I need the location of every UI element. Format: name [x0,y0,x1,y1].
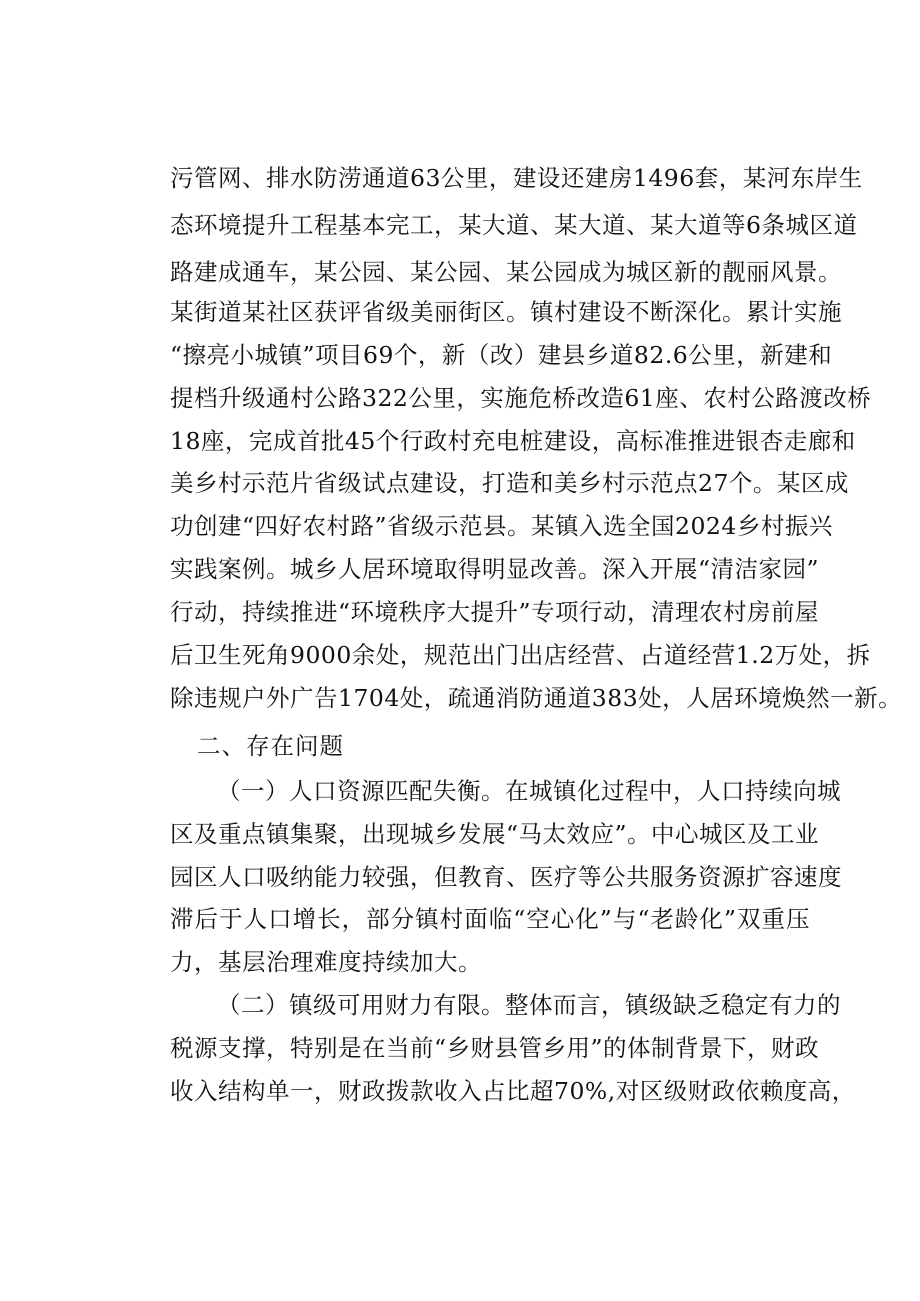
section-heading: 二、存在问题 [197,732,344,760]
paragraph-line: 18座，完成首批45个行政村充电桩建设，高标准推进银杏走廊和 [170,427,856,455]
paragraph-line: 滞后于人口增长，部分镇村面临“空心化”与“老龄化”双重压 [170,905,810,933]
paragraph-line: 某街道某社区获评省级美丽街区。镇村建设不断深化。累计实施 [170,298,842,326]
paragraph-line: 力，基层治理难度持续加大。 [170,948,482,976]
paragraph-line: “擦亮小城镇”项目69个，新（改）建县乡道82.6公里，新建和 [170,341,833,369]
paragraph-line: 收入结构单一，财政拨款收入占比超70%,对区级财政依赖度高， [170,1077,856,1105]
paragraph-line: 除违规户外广告1704处，疏通消防通道383处，人居环境焕然一新。 [170,684,903,712]
paragraph-line: 后卫生死角9000余处，规范出门出店经营、占道经营1.2万处，拆 [170,641,871,669]
paragraph-line: 提档升级通村公路322公里，实施危桥改造61座、农村公路渡改桥 [170,384,872,412]
paragraph-line: 功创建“四好农村路”省级示范县。某镇入选全国2024乡村振兴 [170,512,833,540]
paragraph-line: （二）镇级可用财力有限。整体而言，镇级缺乏稳定有力的 [217,991,841,1019]
paragraph-line: 行动，持续推进“环境秩序大提升”专项行动，清理农村房前屋 [170,598,820,626]
paragraph-line: 税源支撑，特别是在当前“乡财县管乡用”的体制背景下，财政 [170,1034,820,1062]
paragraph-line: 态环境提升工程基本完工，某大道、某大道、某大道等6条城区道 [170,211,858,239]
paragraph-line: 美乡村示范片省级试点建设，打造和美乡村示范点27个。某区成 [170,469,849,497]
paragraph-line: 路建成通车，某公园、某公园、某公园成为城区新的靓丽风景。 [170,258,842,286]
paragraph-line: 区及重点镇集聚，出现城乡发展“马太效应”。中心城区及工业 [170,820,820,848]
paragraph-line: 污管网、排水防涝通道63公里，建设还建房1496套，某河东岸生 [170,164,863,192]
paragraph-line: 实践案例。城乡人居环境取得明显改善。深入开展“清洁家园” [170,555,820,583]
paragraph-line: 园区人口吸纳能力较强，但教育、医疗等公共服务资源扩容速度 [170,863,842,891]
paragraph-line: （一）人口资源匹配失衡。在城镇化过程中，人口持续向城 [217,777,841,805]
